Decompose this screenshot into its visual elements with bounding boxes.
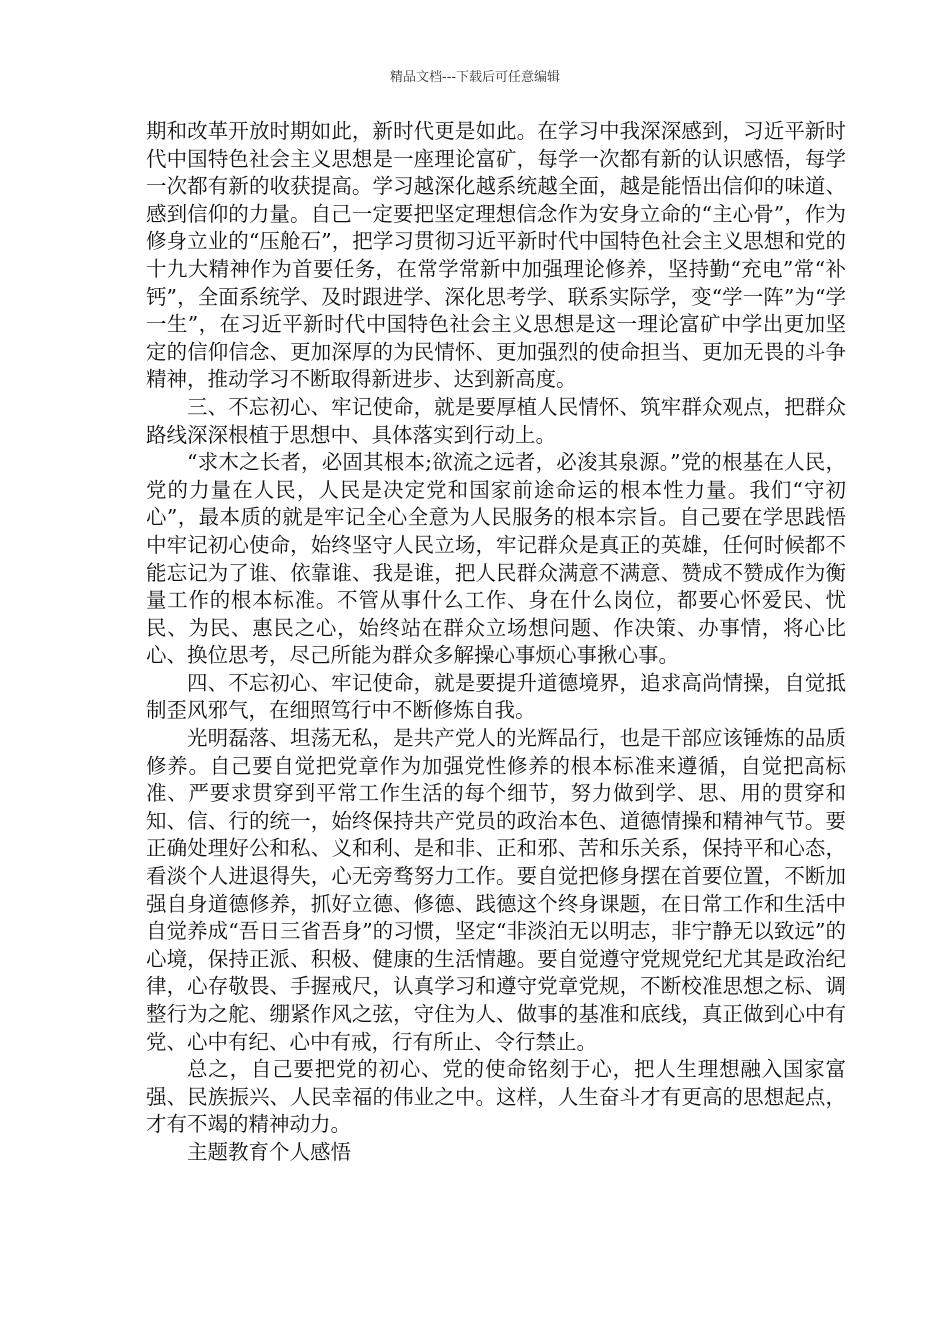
paragraph-section-three-heading: 三、不忘初心、牢记使命，就是要厚植人民情怀、筑牢群众观点，把群众路线深深根植于思想中、具体落实到行动上。 [146, 394, 846, 447]
document-body [146, 118, 846, 1167]
page-header: 精品文档---下载后可任意编辑 [389, 70, 561, 85]
closing-title: 主题教育个人感悟 [187, 1139, 351, 1164]
paragraph-section-four-heading: 四、不忘初心、牢记使命，就是要提升道德境界，追求高尚情操，自觉抵制歪风邪气，在细照笃行中不断修炼自我。 [146, 670, 846, 723]
paragraph-moral-cultivation: 光明磊落、坦荡无私，是共产党人的光辉品行，也是干部应该锤炼的品质修养。自己要自觉把党章作为加强党性修养的根本标准来遵循，自觉把高标准、严要求贯穿到平常工作生活的每个细节，努力做到学、思、用的贯穿和知、信、行的统一，始终保持共产党员的政治本色、道德情操和精神气节。要正确处理好公和私、义和利、是和非、正和邪、苦和乐关系，保持平和心态，看淡个人进退得失，心无旁骛努力工作。要自觉把修身摆在首要位置，不断加强自身道德修养，抓好立德、修德、践德这个终身课题，在日常工作和生活中自觉养成“吾日三省吾身”的习惯，坚定“非淡泊无以明志，非宁静无以致远”的心境，保持正派、积极、健康的生活情趣。要自觉遵守党规党纪尤其是政治纪律，心存敬畏、手握戒尺，认真学习和遵守党章党规，不断校准思想之标、调整行为之舵、绷紧作风之弦，守住为人、做事的基准和底线，真正做到心中有党、心中有纪、心中有戒，行有所止、令行禁止。 [146, 726, 846, 1054]
paragraph-people-root: “求木之长者，必固其根本;欲流之远者，必浚其泉源。”党的根基在人民，党的力量在人民，人民是决定党和国家前途命运的根本性力量。我们“守初心”，最本质的就是牢记全心全意为人民服务的根本宗旨。自己要在学思践悟中牢记初心使命，始终坚守人民立场，牢记群众是真正的英雄，任何时候都不能忘记为了谁、依靠谁、我是谁，把人民群众满意不满意、赞成不赞成作为衡量工作的根本标准。不管从事什么工作、身在什么岗位，都要心怀爱民、忧民、为民、惠民之心，始终站在群众立场想问题、作决策、办事情，将心比心、换位思考，尽己所能为群众多解操心事烦心事揪心事。 [146, 450, 846, 668]
paragraph-continuation: 期和改革开放时期如此，新时代更是如此。在学习中我深深感到，习近平新时代中国特色社会主义思想是一座理论富矿，每学一次都有新的认识感悟，每学一次都有新的收获提高。学习越深化越系统越全面，越是能悟出信仰的味道、感到信仰的力量。自己一定要把坚定理想信念作为安身立命的“主心骨”，作为修身立业的“压舱石”，把学习贯彻习近平新时代中国特色社会主义思想和党的十九大精神作为首要任务，在常学常新中加强理论修养，坚持勤“充电”常“补钙”，全面系统学、及时跟进学、深化思考学、联系实际学，变“学一阵”为“学一生”，在习近平新时代中国特色社会主义思想是这一理论富矿中学出更加坚定的信仰信念、更加深厚的为民情怀、更加强烈的使命担当、更加无畏的斗争精神，推动学习不断取得新进步、达到新高度。 [146, 119, 846, 392]
paragraph-conclusion: 总之，自己要把党的初心、党的使命铭刻于心，把人生理想融入国家富强、民族振兴、人民幸福的伟业之中。这样，人生奋斗才有更高的思想起点，才有不竭的精神动力。 [146, 1057, 846, 1137]
